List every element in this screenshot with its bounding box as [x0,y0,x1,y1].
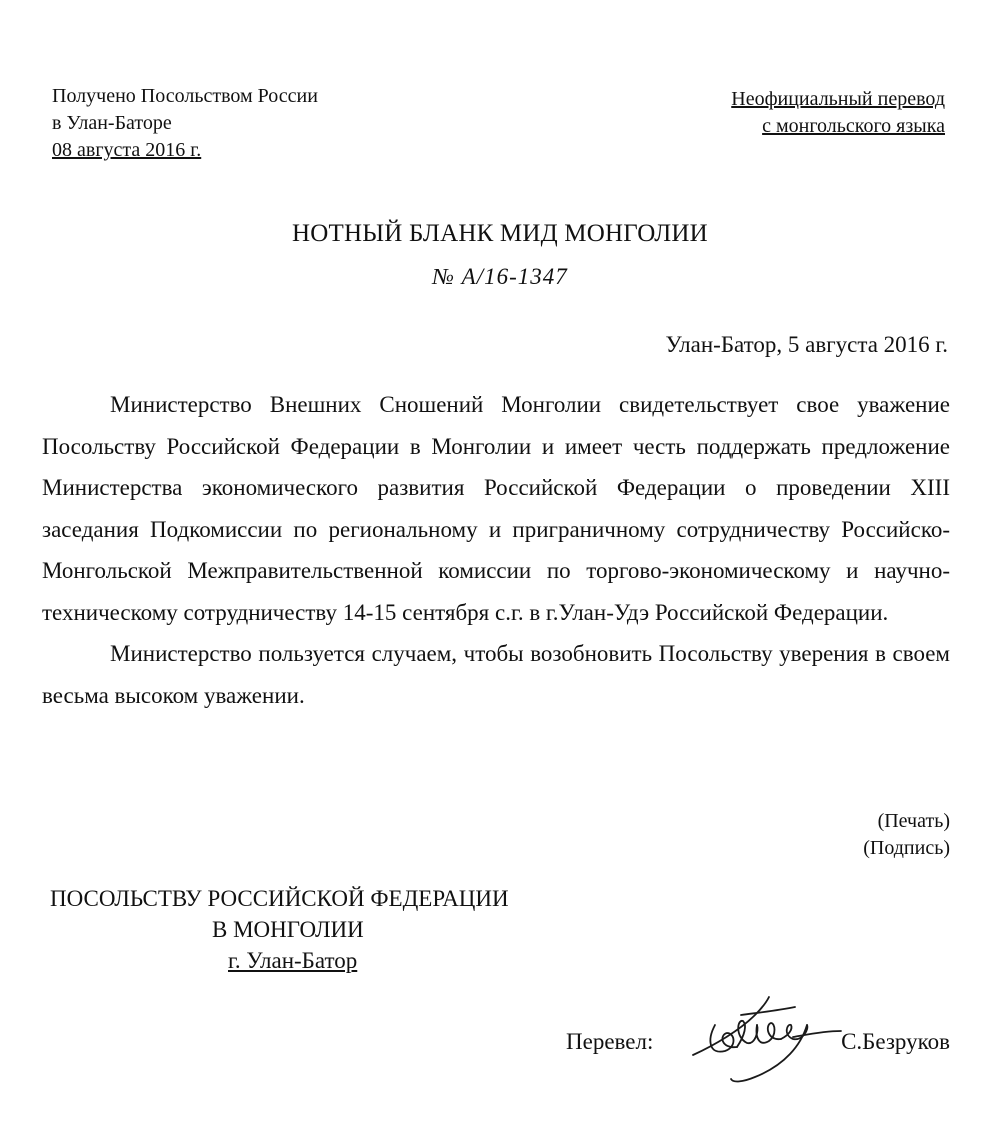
translation-note-line-2: с монгольского языка [762,115,945,137]
translation-note-line-1: Неофициальный перевод [731,88,945,110]
seal-signature-marks [863,808,950,862]
signature-mark: (Подпись) [863,837,950,859]
addressee-block [50,883,509,976]
handwritten-signature-icon [685,985,845,1095]
receipt-date: 08 августа 2016 г. [52,139,202,161]
body-paragraph-1: Министерство Внешних Сношений Монголии свидетельствует свое уважение Посольству Российской Федерации в Монголии и имеет честь поддержать предложение Министерства экономического развития Российской Федерации о проведении XIII заседания Подкомиссии по региональному и приграничному сотрудничеству Российско-Монгольской Межправительственной комиссии по торгово-экономическому и научно-техническому сотрудничеству 14-15 сентября с.г. в г.Улан-Удэ Российской Федерации. [42,392,950,625]
addressee-line-1: ПОСОЛЬСТВУ РОССИЙСКОЙ ФЕДЕРАЦИИ [50,886,509,911]
receipt-stamp [52,83,318,164]
addressee-city: г. Улан-Батор [228,948,358,973]
translation-note [731,86,945,140]
body-paragraph-2: Министерство пользуется случаем, чтобы возобновить Посольству уверения в своем весьма высоком уважении. [42,641,950,708]
place-date: Улан-Батор, 5 августа 2016 г. [665,332,948,357]
translator-label: Перевел: [566,1029,654,1054]
body-text [42,384,950,716]
note-number: № А/16-1347 [432,264,568,289]
addressee-line-2: В МОНГОЛИИ [212,917,364,942]
receipt-line-1: Получено Посольством России [52,85,318,107]
document-title: НОТНЫЙ БЛАНК МИД МОНГОЛИИ [292,220,708,247]
seal-mark: (Печать) [877,810,950,832]
translator-name: С.Безруков [841,1029,950,1054]
receipt-line-2: в Улан-Баторе [52,112,172,134]
